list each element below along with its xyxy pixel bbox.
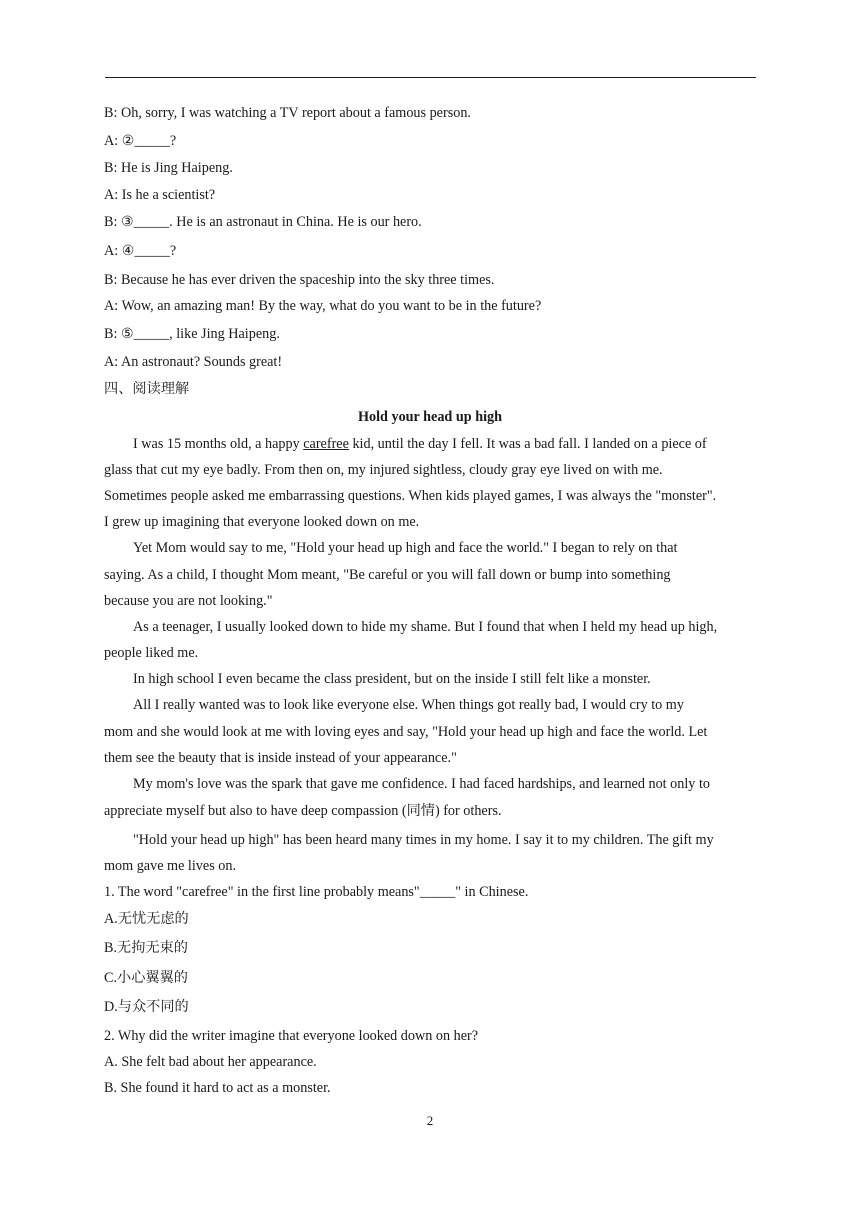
passage-title: Hold your head up high xyxy=(357,409,503,425)
passage-line: My mom's love was the spark that gave me confidence. I had faced hardships, and learned not only to xyxy=(133,776,710,792)
page-number: 2 xyxy=(426,1113,434,1128)
dialogue-line: A: Wow, an amazing man! By the way, what do you want to be in the future? xyxy=(104,298,542,314)
passage-line: them see the beauty that is inside instead of your appearance." xyxy=(104,750,457,766)
section-heading: 四、阅读理解 xyxy=(104,381,190,397)
question-option: B. She found it hard to act as a monster. xyxy=(104,1080,331,1096)
dialogue-line: B: ③_____. He is an astronaut in China. He is our hero. xyxy=(104,214,422,230)
question-option: A. She felt bad about her appearance. xyxy=(104,1054,317,1070)
passage-line: because you are not looking." xyxy=(104,593,273,609)
dialogue-line: B: Oh, sorry, I was watching a TV report about a famous person. xyxy=(104,105,471,121)
passage-line: mom gave me lives on. xyxy=(104,858,236,874)
passage-line: people liked me. xyxy=(104,645,199,661)
dialogue-line: A: ④_____? xyxy=(104,243,177,259)
dialogue-line: B: He is Jing Haipeng. xyxy=(104,160,233,176)
passage-text: I was 15 months old, a happy xyxy=(133,436,304,452)
passage-line: All I really wanted was to look like everyone else. When things got really bad, I would cry to my xyxy=(133,697,684,713)
header-rule xyxy=(105,77,756,78)
dialogue-line: B: ⑤_____, like Jing Haipeng. xyxy=(104,326,280,342)
underlined-word: carefree xyxy=(303,436,349,452)
passage-line: In high school I even became the class president, but on the inside I still felt like a monster. xyxy=(133,671,651,687)
question-stem: 2. Why did the writer imagine that everyone looked down on her? xyxy=(104,1028,479,1044)
passage-line: As a teenager, I usually looked down to hide my shame. But I found that when I held my head up high, xyxy=(133,619,718,635)
question-option: A.无忧无虑的 xyxy=(104,911,189,927)
question-option: B.无拘无束的 xyxy=(104,940,188,956)
passage-line: mom and she would look at me with loving eyes and say, "Hold your head up high and face the world. Let xyxy=(104,724,708,740)
passage-line: Sometimes people asked me embarrassing questions. When kids played games, I was always the "monster". xyxy=(104,488,717,504)
passage-text: kid, until the day I fell. It was a bad fall. I landed on a piece of xyxy=(348,436,707,452)
passage-line: appreciate myself but also to have deep compassion (同情) for others. xyxy=(104,803,502,819)
passage-line: "Hold your head up high" has been heard many times in my home. I say it to my children. The gift my xyxy=(133,832,714,848)
passage-line: I grew up imagining that everyone looked down on me. xyxy=(104,514,420,530)
passage-line: glass that cut my eye badly. From then on, my injured sightless, cloudy gray eye lived on with me. xyxy=(104,462,663,478)
dialogue-line: A: ②_____? xyxy=(104,133,177,149)
question-option: C.小心翼翼的 xyxy=(104,970,188,986)
passage-line xyxy=(133,435,707,453)
passage-line: Yet Mom would say to me, "Hold your head up high and face the world." I began to rely on that xyxy=(133,540,678,556)
dialogue-line: A: An astronaut? Sounds great! xyxy=(104,354,283,370)
question-option: D.与众不同的 xyxy=(104,999,189,1015)
question-stem: 1. The word "carefree" in the first line probably means"_____" in Chinese. xyxy=(104,884,529,900)
dialogue-line: B: Because he has ever driven the spaceship into the sky three times. xyxy=(104,272,495,288)
passage-line: saying. As a child, I thought Mom meant, "Be careful or you will fall down or bump into something xyxy=(104,567,671,583)
dialogue-line: A: Is he a scientist? xyxy=(104,187,216,203)
